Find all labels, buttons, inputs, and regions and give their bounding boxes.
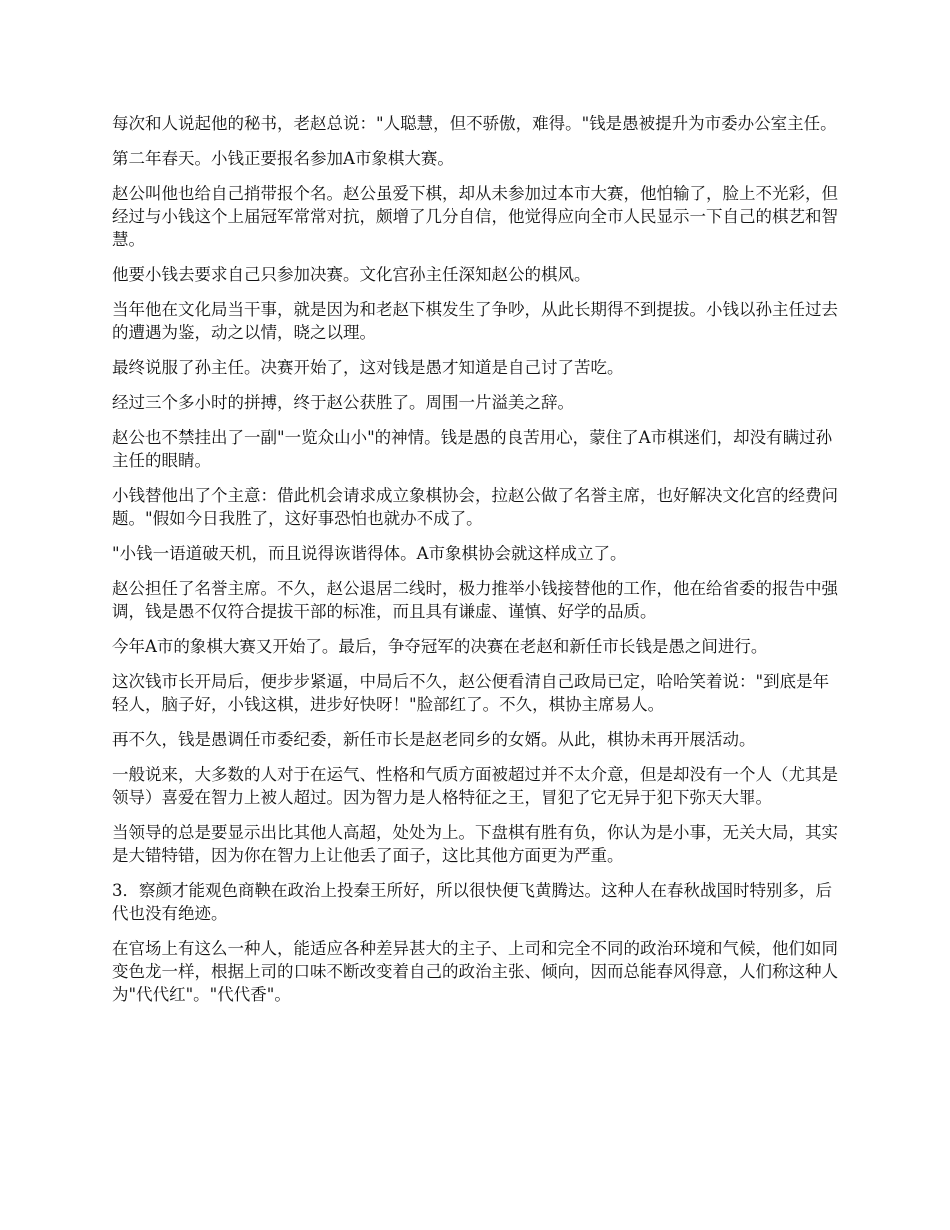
paragraph-10: "小钱一语道破天机，而且说得诙谐得体。A市象棋协会就这样成立了。 [112,544,627,563]
document-body [112,112,840,1018]
paragraph-5: 当年他在文化局当干事，就是因为和老赵下棋发生了争吵，从此长期得不到提拔。小钱以孙主任过去的遭遇为鉴，动之以情，晓之以理。 [112,300,838,342]
paragraph-3: 赵公叫他也给自己捎带报个名。赵公虽爱下棋，却从未参加过本市大赛，他怕输了，脸上不光彩，但经过与小钱这个上届冠军常常对抗，颇增了几分自信，他觉得应向全市人民显示一下自己的棋艺和智慧。 [112,184,838,249]
paragraph-4: 他要小钱去要求自己只参加决赛。文化宫孙主任深知赵公的棋风。 [112,265,591,284]
paragraph-1: 每次和人说起他的秘书，老赵总说："人聪慧，但不骄傲，难得。"钱是愚被提升为市委办公室主任。 [112,114,837,133]
paragraph-15: 一般说来，大多数的人对于在运气、性格和气质方面被超过并不太介意，但是却没有一个人（尤其是领导）喜爱在智力上被人超过。因为智力是人格特征之王，冒犯了它无异于犯下弥天大罪。 [112,765,838,807]
paragraph-12: 今年A市的象棋大赛又开始了。最后，争夺冠军的决赛在老赵和新任市长钱是愚之间进行。 [112,637,768,656]
paragraph-8: 赵公也不禁挂出了一副"一览众山小"的神情。钱是愚的良苦用心，蒙住了A市棋迷们，却没有瞒过孙主任的眼睛。 [112,428,833,470]
paragraph-6: 最终说服了孙主任。决赛开始了，这对钱是愚才知道是自己讨了苦吃。 [112,358,624,377]
paragraph-18: 在官场上有这么一种人，能适应各种差异甚大的主子、上司和完全不同的政治环境和气候，他们如同变色龙一样，根据上司的口味不断改变着自己的政治主张、倾向，因而总能春风得意，人们称这种人为"代代红"。"代代香"。 [112,939,838,1004]
paragraph-11: 赵公担任了名誉主席。不久，赵公退居二线时，极力推举小钱接替他的工作，他在给省委的报告中强调，钱是愚不仅符合提拔干部的标准，而且具有谦虚、谨慎、好学的品质。 [112,579,838,621]
paragraph-2: 第二年春天。小钱正要报名参加A市象棋大赛。 [112,149,454,168]
paragraph-17: 3．察颜才能观色商鞅在政治上投秦王所好，所以很快便飞黄腾达。这种人在春秋战国时特别多，后代也没有绝迹。 [112,881,832,923]
paragraph-9: 小钱替他出了个主意：借此机会请求成立象棋协会，拉赵公做了名誉主席，也好解决文化宫的经费问题。"假如今日我胜了，这好事恐怕也就办不成了。 [112,486,838,528]
paragraph-7: 经过三个多小时的拼搏，终于赵公获胜了。周围一片溢美之辞。 [112,393,574,412]
paragraph-14: 再不久，钱是愚调任市委纪委，新任市长是赵老同乡的女婿。从此，棋协未再开展活动。 [112,730,756,749]
paragraph-16: 当领导的总是要显示出比其他人高超，处处为上。下盘棋有胜有负，你认为是小事，无关大局，其实是大错特错，因为你在智力上让他丢了面子，这比其他方面更为严重。 [112,823,838,865]
paragraph-13: 这次钱市长开局后，便步步紧逼，中局后不久，赵公便看清自己政局已定，哈哈笑着说："到底是年轻人，脑子好，小钱这棋，进步好快呀！"脸部红了。不久，棋协主席易人。 [112,672,830,714]
